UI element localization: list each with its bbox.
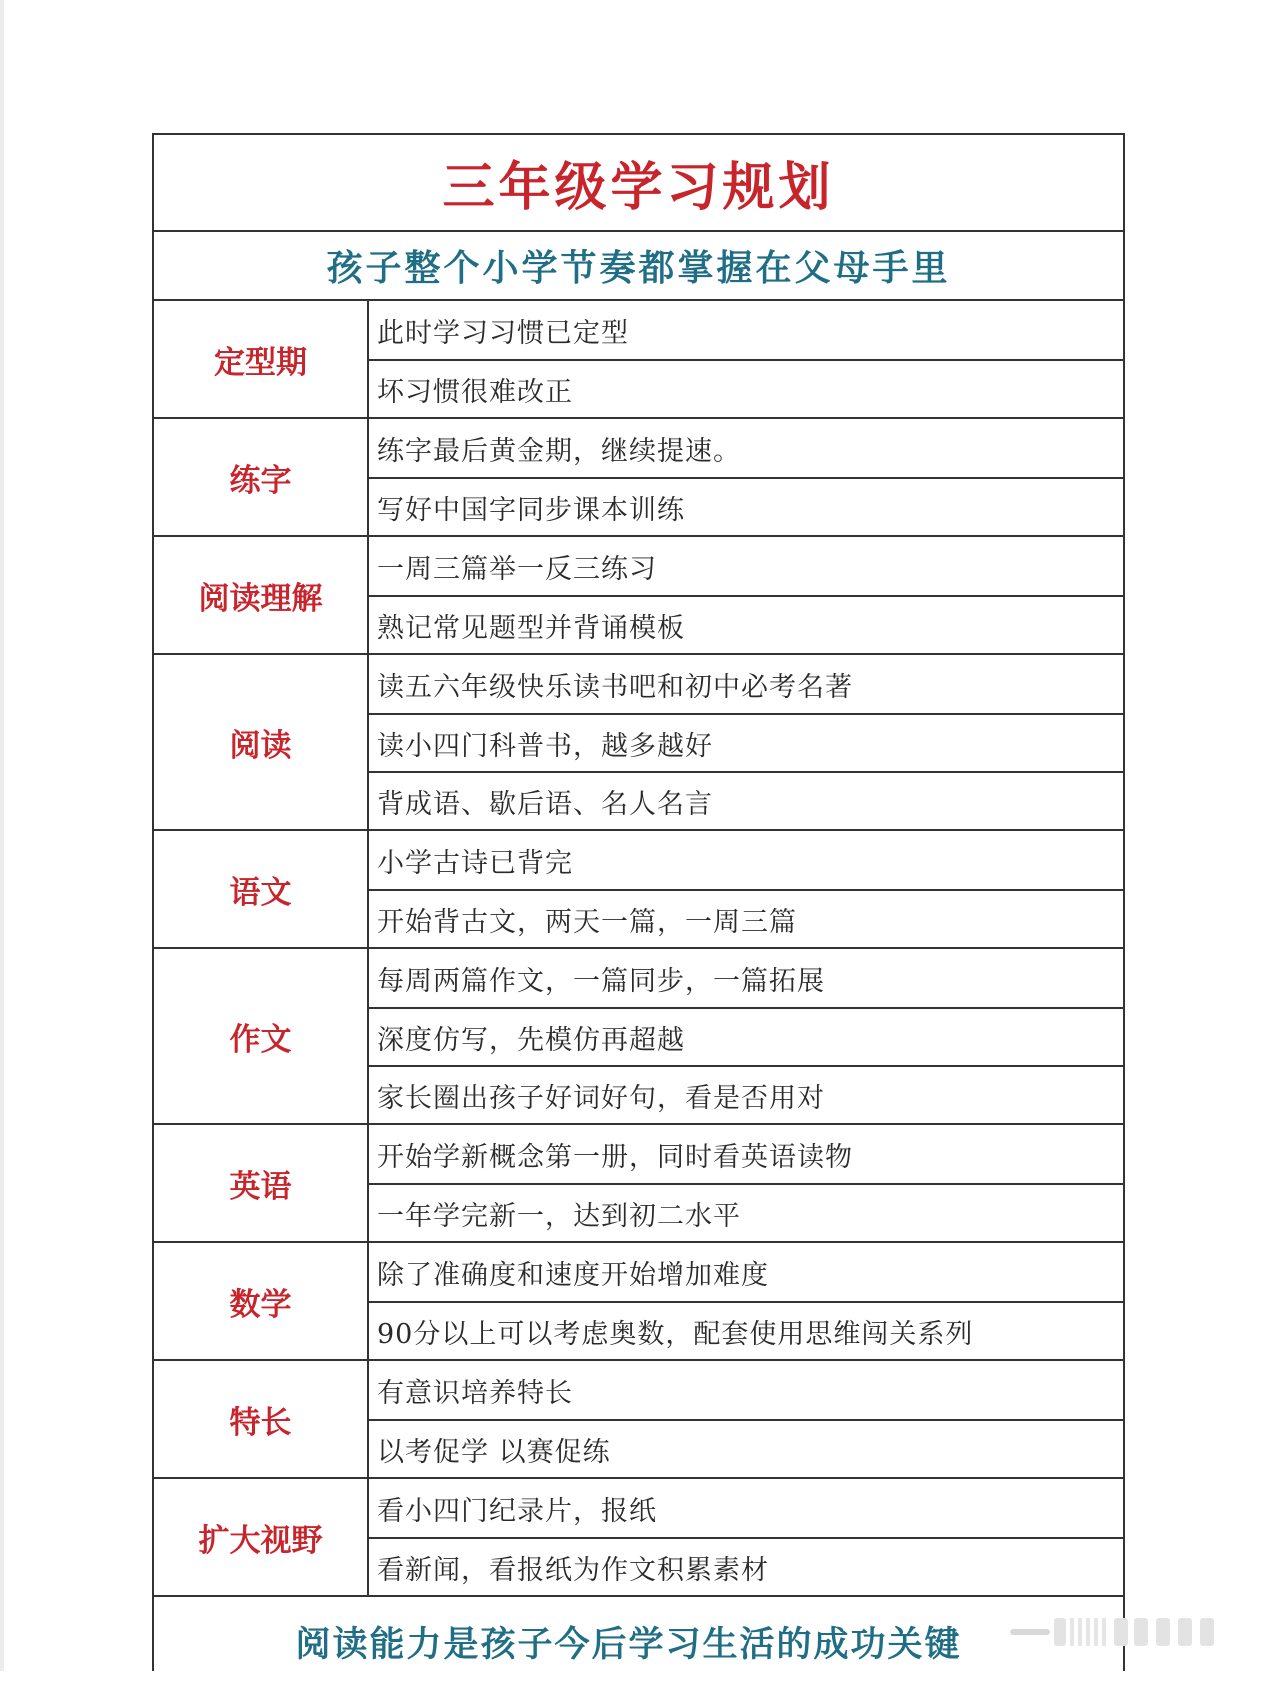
plan-item: 一年学完新一，达到初二水平 <box>369 1183 1123 1241</box>
study-plan-table <box>152 133 1125 1671</box>
plan-item: 家长圈出孩子好词好句，看是否用对 <box>369 1065 1123 1123</box>
section-category: 阅读 <box>154 655 369 829</box>
page-subtitle: 孩子整个小学节奏都掌握在父母手里 <box>326 248 951 289</box>
plan-section <box>154 831 1123 949</box>
plan-item: 练字最后黄金期，继续提速。 <box>377 435 741 467</box>
section-category: 练字 <box>154 419 369 535</box>
plan-section <box>154 1125 1123 1243</box>
plan-grid <box>154 301 1123 1597</box>
plan-section <box>154 1479 1123 1597</box>
subtitle-row <box>154 232 1123 301</box>
section-category: 英语 <box>154 1125 369 1241</box>
section-items <box>369 949 1123 1123</box>
plan-item: 有意识培养特长 <box>377 1377 573 1409</box>
section-items <box>369 831 1123 947</box>
plan-item: 读五六年级快乐读书吧和初中必考名著 <box>377 671 853 703</box>
title-row <box>154 135 1123 232</box>
plan-section <box>154 301 1123 419</box>
section-category: 数学 <box>154 1243 369 1359</box>
section-category: 作文 <box>154 949 369 1123</box>
section-items <box>369 1479 1123 1595</box>
section-items <box>369 1243 1123 1359</box>
section-items <box>369 1361 1123 1477</box>
page-title: 三年级学习规划 <box>442 158 835 218</box>
section-items <box>369 301 1123 417</box>
plan-item: 看新闻，看报纸为作文积累素材 <box>369 1537 1123 1595</box>
plan-item: 背成语、歇后语、名人名言 <box>369 771 1123 829</box>
section-category: 特长 <box>154 1361 369 1477</box>
section-items <box>369 1125 1123 1241</box>
watermark-logo <box>1010 1612 1240 1652</box>
plan-section <box>154 655 1123 831</box>
footer-slogan: 阅读能力是孩子今后学习生活的成功关键 <box>295 1625 962 1665</box>
plan-item: 一周三篇举一反三练习 <box>377 553 657 585</box>
plan-item: 坏习惯很难改正 <box>369 359 1123 417</box>
plan-item: 深度仿写，先模仿再超越 <box>369 1007 1123 1065</box>
plan-item: 看小四门纪录片，报纸 <box>377 1495 657 1527</box>
section-category: 阅读理解 <box>154 537 369 653</box>
section-category: 语文 <box>154 831 369 947</box>
plan-section <box>154 537 1123 655</box>
plan-item: 此时学习习惯已定型 <box>377 317 629 349</box>
section-items <box>369 655 1123 829</box>
plan-section <box>154 1243 1123 1361</box>
footer-row <box>154 1597 1123 1687</box>
plan-item: 熟记常见题型并背诵模板 <box>369 595 1123 653</box>
plan-item: 每周两篇作文，一篇同步，一篇拓展 <box>377 965 825 997</box>
section-items <box>369 537 1123 653</box>
plan-item: 除了准确度和速度开始增加难度 <box>377 1259 769 1291</box>
plan-item: 开始学新概念第一册，同时看英语读物 <box>377 1141 853 1173</box>
plan-item: 写好中国字同步课本训练 <box>369 477 1123 535</box>
section-items <box>369 419 1123 535</box>
plan-item: 开始背古文，两天一篇，一周三篇 <box>369 889 1123 947</box>
plan-item: 90分以上可以考虑奥数，配套使用思维闯关系列 <box>369 1301 1123 1359</box>
plan-item: 读小四门科普书，越多越好 <box>369 713 1123 771</box>
section-category: 扩大视野 <box>154 1479 369 1595</box>
page-edge <box>0 0 4 1671</box>
plan-item: 以考促学 以赛促练 <box>369 1419 1123 1477</box>
plan-section <box>154 419 1123 537</box>
section-category: 定型期 <box>154 301 369 417</box>
plan-section <box>154 949 1123 1125</box>
plan-item: 小学古诗已背完 <box>377 847 573 879</box>
plan-section <box>154 1361 1123 1479</box>
